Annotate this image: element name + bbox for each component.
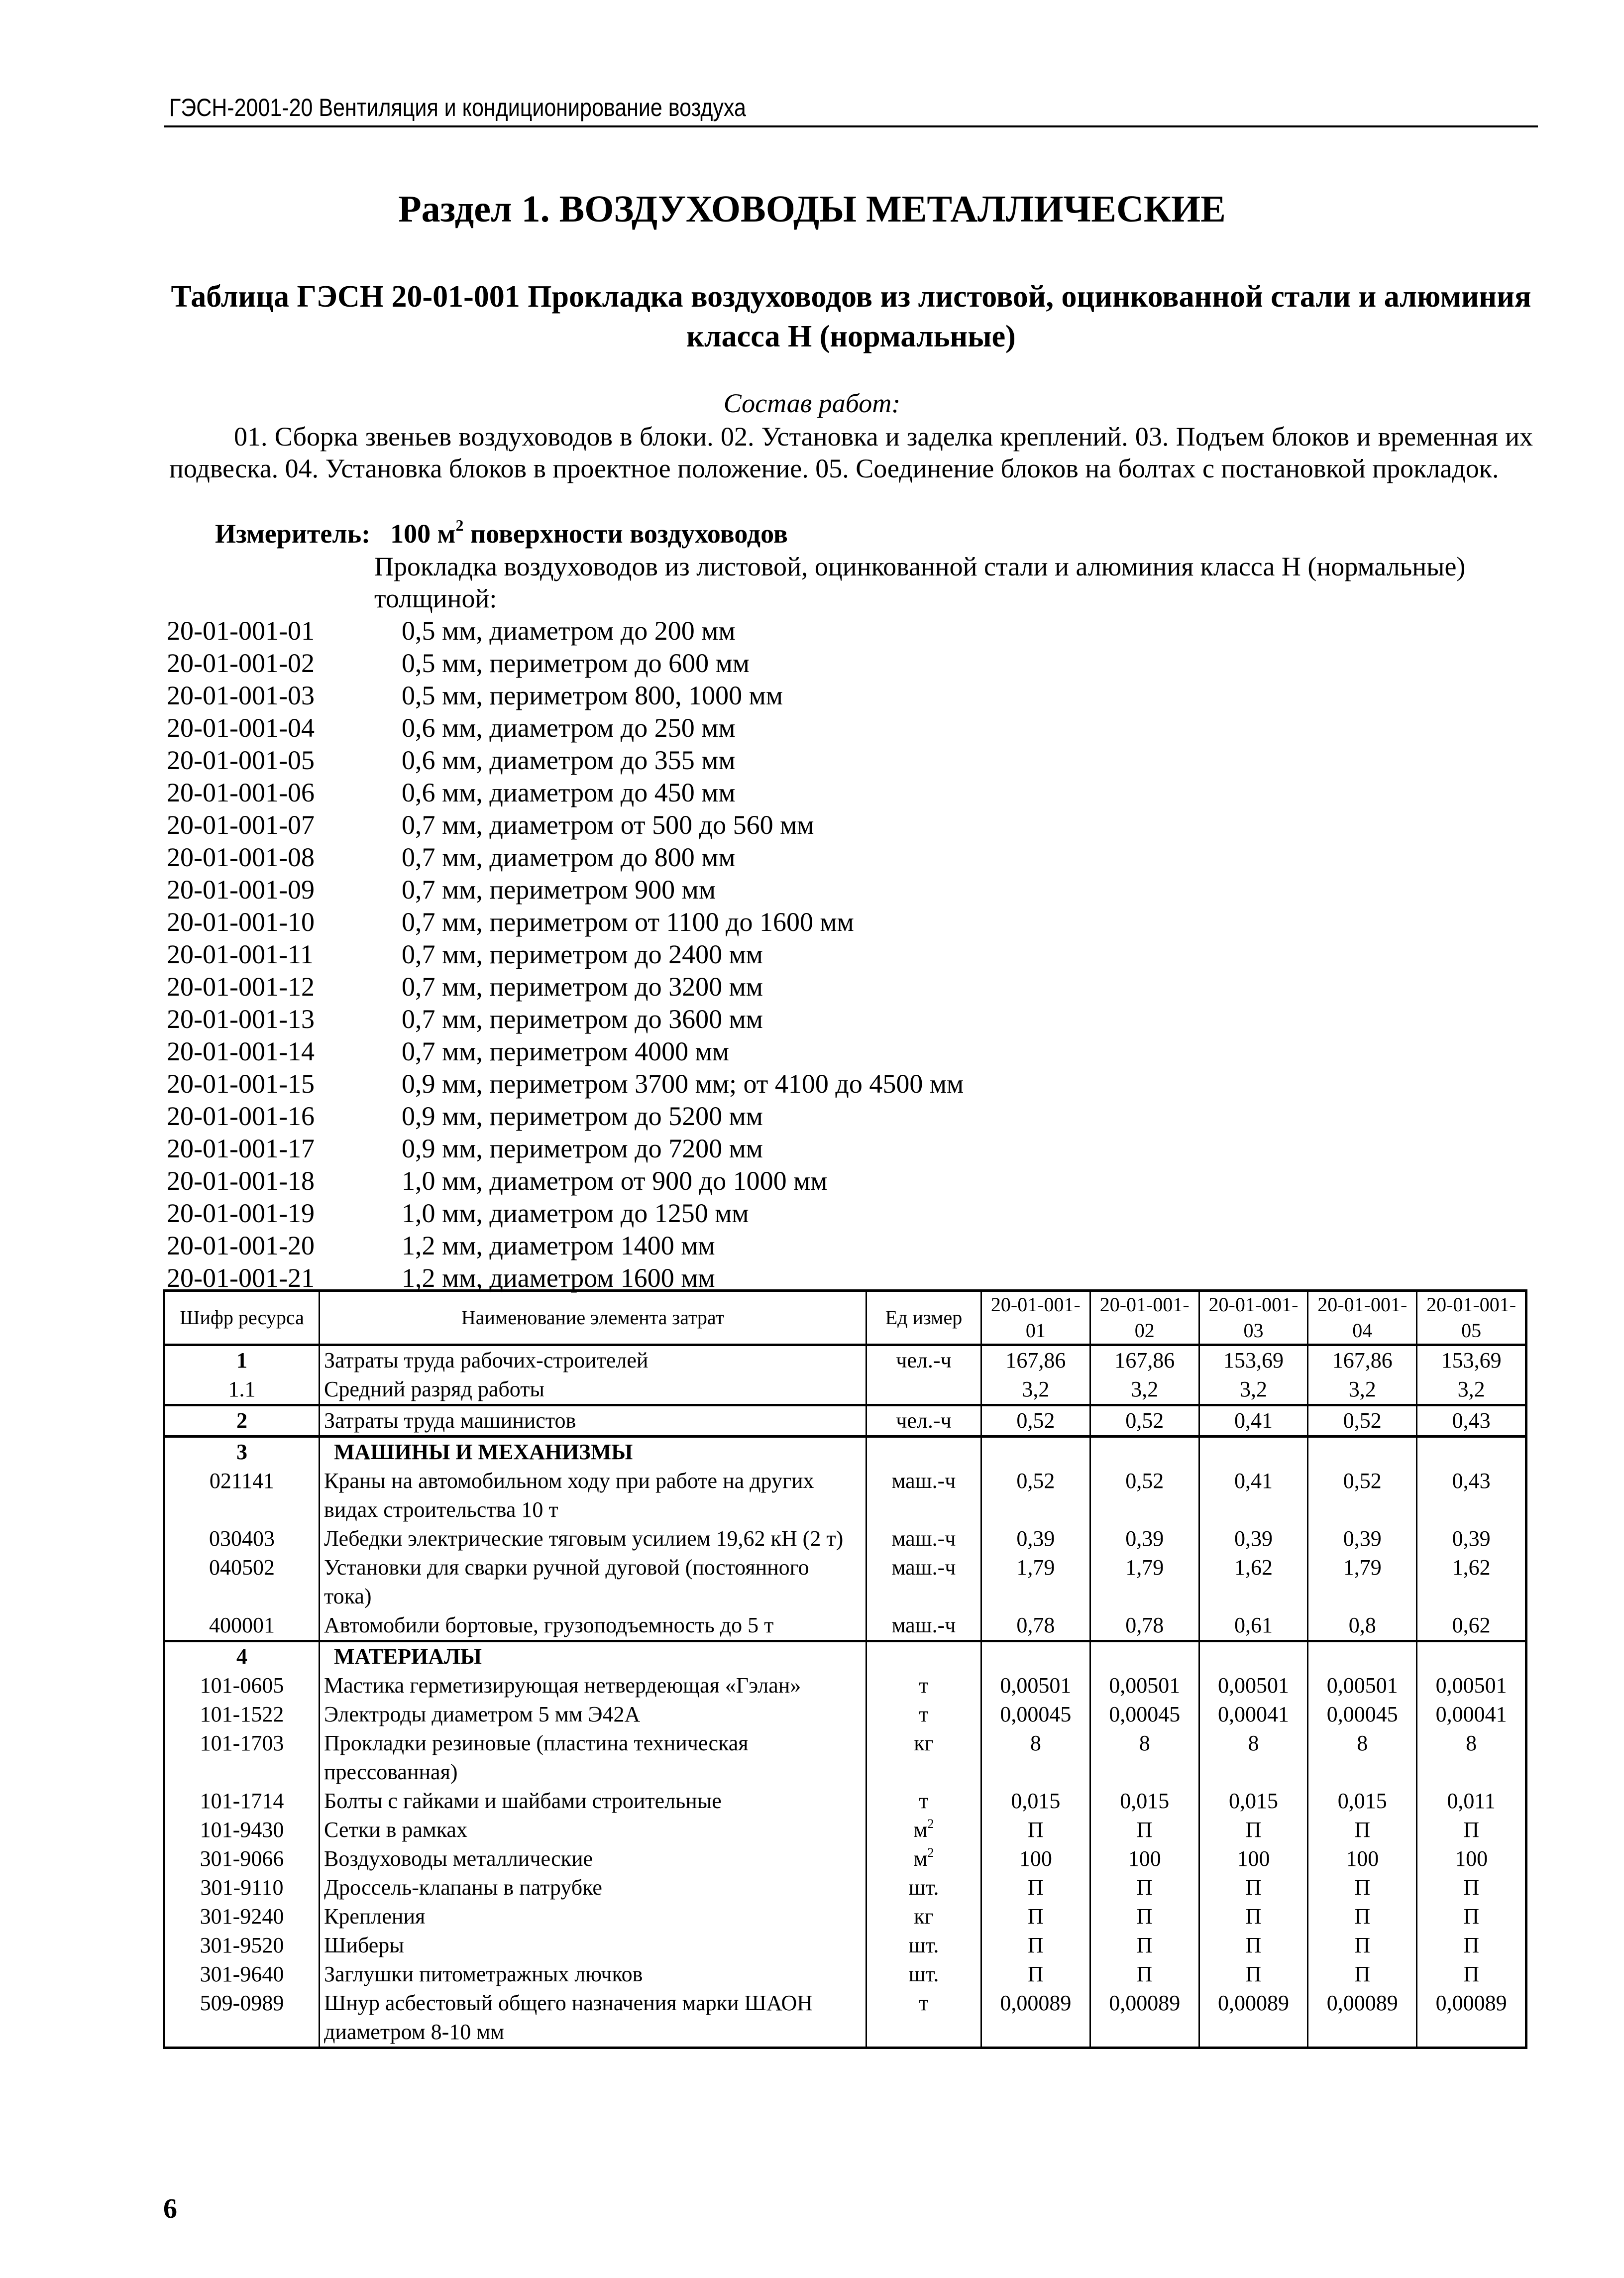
group-title: МАШИНЫ И МЕХАНИЗМЫ (320, 1437, 866, 1467)
norm-code: 20-01-001-15 (167, 1069, 315, 1099)
row-value: 0,52 (981, 1405, 1090, 1437)
row-value: 0,62 (1417, 1611, 1526, 1641)
norm-desc: 1,2 мм, диаметром 1400 мм (402, 1231, 715, 1260)
row-code: 400001 (164, 1611, 320, 1641)
row-value: П (1199, 1902, 1308, 1931)
row-value (981, 1641, 1090, 1672)
row-code: 509-0989 (164, 1989, 320, 2048)
meter-value (390, 516, 788, 549)
norm-row (167, 615, 964, 647)
row-value: 0,52 (1090, 1405, 1199, 1437)
row-name: Установки для сварки ручной дуговой (постоянного тока) (320, 1553, 866, 1611)
norm-desc: 0,9 мм, периметром 3700 мм; от 4100 до 4500 мм (402, 1069, 964, 1099)
row-value: 0,015 (981, 1787, 1090, 1816)
row-value: 1,79 (981, 1553, 1090, 1611)
row-code: 101-9430 (164, 1816, 320, 1844)
row-value: 100 (1417, 1844, 1526, 1873)
row-value: П (1090, 1873, 1199, 1902)
row-value: 0,52 (1308, 1405, 1417, 1437)
norm-code: 20-01-001-05 (167, 745, 315, 775)
norm-code: 20-01-001-14 (167, 1036, 315, 1066)
row-code: 3 (164, 1437, 320, 1467)
row-value: 0,015 (1308, 1787, 1417, 1816)
row-name: Дроссель-клапаны в патрубке (320, 1873, 866, 1902)
row-value: П (1308, 1873, 1417, 1902)
row-unit: маш.-ч (866, 1553, 981, 1611)
row-value: 0,61 (1199, 1611, 1308, 1641)
norm-row (167, 971, 964, 1003)
row-name: Заглушки питометражных лючков (320, 1960, 866, 1989)
row-value: П (1090, 1960, 1199, 1989)
row-value: 0,00501 (1417, 1671, 1526, 1700)
row-unit (866, 1437, 981, 1467)
table-row (164, 1467, 1526, 1524)
row-code: 301-9110 (164, 1873, 320, 1902)
table-row (164, 1989, 1526, 2048)
row-value: П (1090, 1931, 1199, 1960)
row-unit: чел.-ч (866, 1345, 981, 1375)
row-value: П (1417, 1873, 1526, 1902)
norm-row (167, 647, 964, 680)
row-unit: шт. (866, 1960, 981, 1989)
row-value (1308, 1641, 1417, 1672)
row-value (1199, 1641, 1308, 1672)
row-value: 8 (1199, 1729, 1308, 1787)
table-row (164, 1873, 1526, 1902)
norm-row (167, 712, 964, 744)
norm-code: 20-01-001-08 (167, 842, 315, 872)
table-row (164, 1816, 1526, 1844)
row-value: 0,39 (1199, 1524, 1308, 1553)
row-value: 3,2 (1090, 1375, 1199, 1405)
row-value: 0,78 (1090, 1611, 1199, 1641)
row-value (1308, 1437, 1417, 1467)
meter-value-rest: поверхности воздуховодов (463, 519, 788, 549)
row-value: 0,39 (1308, 1524, 1417, 1553)
row-value: 0,00041 (1199, 1700, 1308, 1729)
norm-desc: 0,9 мм, периметром до 5200 мм (402, 1101, 763, 1131)
row-unit: маш.-ч (866, 1467, 981, 1524)
row-value: 0,43 (1417, 1405, 1526, 1437)
row-name: Электроды диаметром 5 мм Э42А (320, 1700, 866, 1729)
table-row (164, 1405, 1526, 1437)
table-row (164, 1524, 1526, 1553)
row-value: П (981, 1873, 1090, 1902)
row-name: Средний разряд работы (320, 1375, 866, 1405)
row-code: 301-9520 (164, 1931, 320, 1960)
unit-sup: 2 (927, 1817, 934, 1831)
row-value: 0,39 (1417, 1524, 1526, 1553)
table-row (164, 1787, 1526, 1816)
meter-line (215, 518, 788, 550)
row-value: 0,00089 (1199, 1989, 1308, 2048)
norm-row (167, 744, 964, 777)
norm-row (167, 841, 964, 874)
row-value: 1,79 (1308, 1553, 1417, 1611)
row-value: П (1090, 1816, 1199, 1844)
row-value: П (1417, 1931, 1526, 1960)
row-unit: кг (866, 1729, 981, 1787)
row-value: 8 (1090, 1729, 1199, 1787)
row-value: 0,00501 (1308, 1671, 1417, 1700)
row-code: 101-1703 (164, 1729, 320, 1787)
row-name: Шиберы (320, 1931, 866, 1960)
row-code: 1.1 (164, 1375, 320, 1405)
row-code: 301-9240 (164, 1902, 320, 1931)
row-code: 030403 (164, 1524, 320, 1553)
row-unit (866, 1641, 981, 1672)
table-row (164, 1729, 1526, 1787)
norm-desc: 0,7 мм, периметром 900 мм (402, 875, 716, 905)
row-value: П (1308, 1902, 1417, 1931)
header-rule (164, 125, 1538, 127)
norm-row (167, 874, 964, 906)
norm-desc: 0,6 мм, диаметром до 250 мм (402, 713, 736, 743)
norm-desc: 0,5 мм, периметром до 600 мм (402, 648, 750, 678)
row-name: Крепления (320, 1902, 866, 1931)
row-value: 0,00045 (1308, 1700, 1417, 1729)
norm-desc: 0,7 мм, периметром 4000 мм (402, 1036, 729, 1066)
table-header-row (164, 1291, 1526, 1345)
row-value: П (981, 1931, 1090, 1960)
row-value: П (981, 1902, 1090, 1931)
row-value: 0,39 (981, 1524, 1090, 1553)
header-col: 20-01-001-02 (1090, 1291, 1199, 1345)
group-description: Прокладка воздуховодов из листовой, оцинкованной стали и алюминия класса Н (нормальные) толщиной: (374, 552, 1466, 613)
row-name: Шнур асбестовый общего назначения марки ШАОН диаметром 8-10 мм (320, 1989, 866, 2048)
row-value: 1,62 (1199, 1553, 1308, 1611)
row-value (981, 1437, 1090, 1467)
row-value: 0,00089 (1417, 1989, 1526, 2048)
norm-desc: 1,0 мм, диаметром от 900 до 1000 мм (402, 1166, 828, 1196)
row-value: 3,2 (1199, 1375, 1308, 1405)
norm-code: 20-01-001-07 (167, 810, 315, 840)
row-value: П (1199, 1931, 1308, 1960)
row-value: 3,2 (1417, 1375, 1526, 1405)
norm-row (167, 680, 964, 712)
norm-code: 20-01-001-06 (167, 778, 315, 807)
norm-code: 20-01-001-19 (167, 1198, 315, 1228)
table-row (164, 1375, 1526, 1405)
header-code: Шифр ресурса (164, 1291, 320, 1345)
row-name: Воздуховоды металлические (320, 1844, 866, 1873)
table-row (164, 1931, 1526, 1960)
row-code: 101-1522 (164, 1700, 320, 1729)
norm-row (167, 1100, 964, 1133)
composition-text: 01. Сборка звеньев воздуховодов в блоки. 02. Установка и заделка креплений. 03. Подъем блоков и временная их подвеска. 04. Установка блоков в проектное положение. 05. Соединение блоков на болтах с постановкой прокладок. (169, 422, 1533, 483)
row-value: 100 (1308, 1844, 1417, 1873)
table-title: Таблица ГЭСН 20-01-001 Прокладка воздуховодов из листовой, оцинкованной стали и алюминия класса Н (нормальные) (171, 280, 1531, 353)
row-code: 301-9066 (164, 1844, 320, 1873)
row-value: П (1308, 1931, 1417, 1960)
row-name: Сетки в рамках (320, 1816, 866, 1844)
row-value: 0,00501 (1199, 1671, 1308, 1700)
norm-row (167, 1197, 964, 1230)
row-value: 3,2 (1308, 1375, 1417, 1405)
row-unit: маш.-ч (866, 1524, 981, 1553)
row-value: П (1417, 1902, 1526, 1931)
norm-code: 20-01-001-09 (167, 875, 315, 905)
meter-value-sup: 2 (455, 516, 464, 534)
table-row (164, 1671, 1526, 1700)
norm-desc: 1,2 мм, диаметром 1600 мм (402, 1263, 715, 1293)
row-code: 040502 (164, 1553, 320, 1611)
norm-code: 20-01-001-01 (167, 616, 315, 646)
row-unit: шт. (866, 1873, 981, 1902)
norm-row (167, 1035, 964, 1068)
row-value: 3,2 (981, 1375, 1090, 1405)
norm-desc: 0,7 мм, периметром до 3200 мм (402, 972, 763, 1002)
norm-list (167, 615, 964, 1294)
row-value: 0,52 (1308, 1467, 1417, 1524)
row-unit: т (866, 1787, 981, 1816)
norm-desc: 0,6 мм, диаметром до 450 мм (402, 778, 736, 807)
row-code: 101-1714 (164, 1787, 320, 1816)
row-value: П (1417, 1960, 1526, 1989)
row-unit (866, 1844, 981, 1873)
resource-table (163, 1289, 1527, 2049)
row-value: 0,00045 (1090, 1700, 1199, 1729)
row-unit: т (866, 1989, 981, 2048)
norm-code: 20-01-001-03 (167, 681, 315, 710)
table-group-row (164, 1437, 1526, 1467)
row-name: Лебедки электрические тяговым усилием 19,62 кН (2 т) (320, 1524, 866, 1553)
row-unit: т (866, 1671, 981, 1700)
table-row (164, 1345, 1526, 1375)
row-value (1090, 1437, 1199, 1467)
row-name: Затраты труда рабочих-строителей (320, 1345, 866, 1375)
row-value: 0,52 (981, 1467, 1090, 1524)
row-value: П (981, 1816, 1090, 1844)
meter-value-number: 100 м (390, 519, 456, 549)
row-value: 0,015 (1199, 1787, 1308, 1816)
row-value: 0,00501 (1090, 1671, 1199, 1700)
table-row (164, 1553, 1526, 1611)
row-value: 1,62 (1417, 1553, 1526, 1611)
norm-desc: 0,7 мм, периметром от 1100 до 1600 мм (402, 907, 854, 937)
header-col: 20-01-001-03 (1199, 1291, 1308, 1345)
norm-code: 20-01-001-17 (167, 1134, 315, 1163)
norm-row (167, 1133, 964, 1165)
row-value: 8 (981, 1729, 1090, 1787)
row-value: 0,00501 (981, 1671, 1090, 1700)
row-code: 301-9640 (164, 1960, 320, 1989)
table-row (164, 1611, 1526, 1641)
row-value: 0,00041 (1417, 1700, 1526, 1729)
row-value: 0,011 (1417, 1787, 1526, 1816)
row-name: Прокладки резиновые (пластина техническая прессованная) (320, 1729, 866, 1787)
norm-desc: 0,7 мм, периметром до 3600 мм (402, 1004, 763, 1034)
row-code: 021141 (164, 1467, 320, 1524)
unit-text: м (913, 1846, 928, 1871)
norm-code: 20-01-001-20 (167, 1231, 315, 1260)
unit-text: м (913, 1818, 928, 1842)
row-value: 0,41 (1199, 1467, 1308, 1524)
table-group-row (164, 1641, 1526, 1672)
row-value: 0,00089 (1090, 1989, 1199, 2048)
norm-desc: 1,0 мм, диаметром до 1250 мм (402, 1198, 749, 1228)
row-unit (866, 1375, 981, 1405)
row-value: П (1199, 1816, 1308, 1844)
row-value (1417, 1641, 1526, 1672)
header-name: Наименование элемента затрат (320, 1291, 866, 1345)
norm-row (167, 1003, 964, 1035)
row-value: 153,69 (1417, 1345, 1526, 1375)
row-name: Автомобили бортовые, грузоподъемность до 5 т (320, 1611, 866, 1641)
row-value: П (1199, 1873, 1308, 1902)
norm-row (167, 809, 964, 841)
row-value: 100 (981, 1844, 1090, 1873)
row-value: П (1308, 1816, 1417, 1844)
row-value: 167,86 (1308, 1345, 1417, 1375)
norm-code: 20-01-001-11 (167, 939, 314, 969)
row-value: П (981, 1960, 1090, 1989)
row-value: 0,8 (1308, 1611, 1417, 1641)
norm-row (167, 938, 964, 971)
table-row (164, 1902, 1526, 1931)
row-code: 4 (164, 1641, 320, 1672)
row-value: 0,43 (1417, 1467, 1526, 1524)
norm-row (167, 777, 964, 809)
section-title: Раздел 1. ВОЗДУХОВОДЫ МЕТАЛЛИЧЕСКИЕ (398, 188, 1226, 230)
norm-code: 20-01-001-21 (167, 1263, 315, 1293)
row-name: Краны на автомобильном ходу при работе на других видах строительства 10 т (320, 1467, 866, 1524)
row-value: 100 (1090, 1844, 1199, 1873)
norm-row (167, 906, 964, 938)
norm-code: 20-01-001-12 (167, 972, 315, 1002)
row-value (1199, 1437, 1308, 1467)
group-title: МАТЕРИАЛЫ (320, 1641, 866, 1672)
row-value: 8 (1308, 1729, 1417, 1787)
header-col: 20-01-001-04 (1308, 1291, 1417, 1345)
running-header: ГЭСН-2001-20 Вентиляция и кондиционирование воздуха (169, 94, 746, 121)
norm-code: 20-01-001-04 (167, 713, 315, 743)
row-code: 101-0605 (164, 1671, 320, 1700)
table-row (164, 1960, 1526, 1989)
header-unit: Ед измер (866, 1291, 981, 1345)
row-code: 2 (164, 1405, 320, 1437)
row-unit: кг (866, 1902, 981, 1931)
row-unit (866, 1816, 981, 1844)
row-value: 0,78 (981, 1611, 1090, 1641)
norm-row (167, 1230, 964, 1262)
norm-code: 20-01-001-18 (167, 1166, 315, 1196)
row-value: 0,52 (1090, 1467, 1199, 1524)
composition-heading: Состав работ: (723, 388, 901, 418)
row-value: 0,00045 (981, 1700, 1090, 1729)
row-code: 1 (164, 1345, 320, 1375)
row-unit: чел.-ч (866, 1405, 981, 1437)
norm-code: 20-01-001-16 (167, 1101, 315, 1131)
row-value: 153,69 (1199, 1345, 1308, 1375)
row-value: 100 (1199, 1844, 1308, 1873)
row-value: П (1199, 1960, 1308, 1989)
row-unit: маш.-ч (866, 1611, 981, 1641)
row-name: Болты с гайками и шайбами строительные (320, 1787, 866, 1816)
meter-label: Измеритель: (215, 519, 371, 549)
page-number: 6 (163, 2193, 177, 2224)
header-col: 20-01-001-01 (981, 1291, 1090, 1345)
row-value: 167,86 (981, 1345, 1090, 1375)
table-row (164, 1700, 1526, 1729)
norm-desc: 0,6 мм, диаметром до 355 мм (402, 745, 736, 775)
row-unit: шт. (866, 1931, 981, 1960)
row-value (1090, 1641, 1199, 1672)
norm-row (167, 1165, 964, 1197)
norm-code: 20-01-001-13 (167, 1004, 315, 1034)
row-value: 0,39 (1090, 1524, 1199, 1553)
norm-desc: 0,7 мм, периметром до 2400 мм (402, 939, 763, 969)
norm-desc: 0,5 мм, периметром 800, 1000 мм (402, 681, 783, 710)
table-row (164, 1844, 1526, 1873)
norm-desc: 0,5 мм, диаметром до 200 мм (402, 616, 736, 646)
row-value (1417, 1437, 1526, 1467)
norm-desc: 0,7 мм, диаметром от 500 до 560 мм (402, 810, 814, 840)
row-unit: т (866, 1700, 981, 1729)
row-value: 8 (1417, 1729, 1526, 1787)
row-value: 167,86 (1090, 1345, 1199, 1375)
norm-desc: 0,9 мм, периметром до 7200 мм (402, 1134, 763, 1163)
row-name: Мастика герметизирующая нетвердеющая «Гэлан» (320, 1671, 866, 1700)
row-value: 0,00089 (981, 1989, 1090, 2048)
row-value: П (1090, 1902, 1199, 1931)
row-value: 0,41 (1199, 1405, 1308, 1437)
norm-code: 20-01-001-02 (167, 648, 315, 678)
row-value: 1,79 (1090, 1553, 1199, 1611)
norm-desc: 0,7 мм, диаметром до 800 мм (402, 842, 736, 872)
norm-code: 20-01-001-10 (167, 907, 315, 937)
header-col: 20-01-001-05 (1417, 1291, 1526, 1345)
row-value: 0,015 (1090, 1787, 1199, 1816)
unit-sup: 2 (927, 1845, 934, 1860)
row-name: Затраты труда машинистов (320, 1405, 866, 1437)
row-value: 0,00089 (1308, 1989, 1417, 2048)
row-value: П (1417, 1816, 1526, 1844)
norm-row (167, 1068, 964, 1100)
row-value: П (1308, 1960, 1417, 1989)
